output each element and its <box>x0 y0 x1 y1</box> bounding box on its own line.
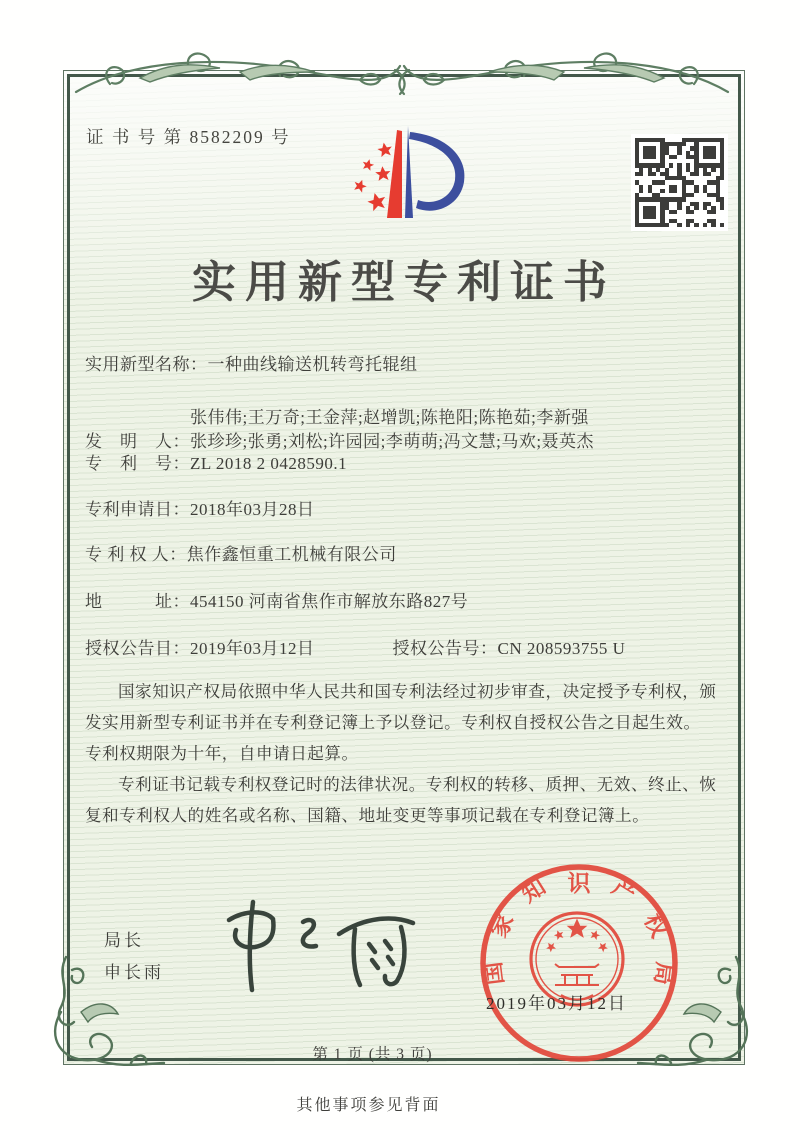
seal-char: 局 <box>650 960 678 987</box>
seal-char: 权 <box>639 909 673 942</box>
field-value: 454150 河南省焦作市解放东路827号 <box>190 592 469 611</box>
commissioner-block <box>104 925 164 989</box>
inventor-line-2: 张珍珍;张勇;刘松;许园园;李萌萌;冯文慧;马欢;聂英杰 <box>190 432 595 451</box>
certificate-title: 实用新型专利证书 <box>192 258 616 307</box>
field-value: CN 208593755 U <box>497 639 626 658</box>
cnipa-logo-icon <box>330 118 475 230</box>
field-inventors <box>85 406 725 454</box>
seal-char: 产 <box>607 873 641 908</box>
field-patent-number <box>85 452 725 476</box>
legal-text <box>85 676 717 831</box>
seal-char: 国 <box>480 960 508 987</box>
page-number: 第 1 页 (共 3 页) <box>312 1046 433 1063</box>
legal-paragraph-1: 国家知识产权局依照中华人民共和国专利法经过初步审查，决定授予专利权，颁发实用新型专利证书并在专利登记簿上予以登记。专利权自授权公告之日起生效。专利权期限为十年，自申请日起算。 <box>85 682 717 763</box>
field-label: 授权公告号： <box>392 639 498 658</box>
field-label: 专利申请日： <box>85 500 190 519</box>
inventor-line-1: 张伟伟;王万奇;王金萍;赵增凯;陈艳阳;陈艳茹;李新强 <box>190 408 589 427</box>
field-address <box>85 590 725 614</box>
seal-char: 识 <box>567 871 591 896</box>
commissioner-title: 局长 <box>104 931 144 950</box>
field-value: 一种曲线输送机转弯托辊组 <box>207 355 418 374</box>
field-label: 授权公告日： <box>85 639 190 658</box>
field-label: 地 址： <box>85 592 190 611</box>
field-patentee <box>85 543 725 567</box>
qr-code <box>631 134 728 231</box>
commissioner-name: 申长雨 <box>104 963 164 982</box>
field-label: 专 利 权 人： <box>85 545 187 564</box>
field-label: 实用新型名称： <box>85 355 208 374</box>
field-value: 焦作鑫恒重工机械有限公司 <box>186 545 397 564</box>
seal-date: 2019年03月12日 <box>486 994 627 1013</box>
field-value <box>190 406 594 454</box>
field-filing-date <box>85 498 725 522</box>
signature-handwriting <box>205 888 435 1003</box>
field-label: 专 利 号： <box>85 454 190 473</box>
field-label: 发 明 人： <box>85 432 190 451</box>
field-value: 2019年03月12日 <box>190 639 315 658</box>
seal-char: 知 <box>517 873 551 908</box>
field-grant-info <box>85 637 725 661</box>
field-value: 2018年03月28日 <box>190 500 315 519</box>
certificate-number: 证 书 号 第 8582209 号 <box>86 127 291 147</box>
field-utility-model-name <box>85 353 725 377</box>
legal-paragraph-2: 专利证书记载专利权登记时的法律状况。专利权的转移、质押、无效、终止、恢复和专利权人的姓名或名称、国籍、地址变更等事项记载在专利登记簿上。 <box>85 775 717 825</box>
back-side-note: 其他事项参见背面 <box>296 1097 441 1114</box>
field-value: ZL 2018 2 0428590.1 <box>190 454 348 473</box>
seal-char: 家 <box>485 909 519 942</box>
official-seal <box>477 861 681 1065</box>
